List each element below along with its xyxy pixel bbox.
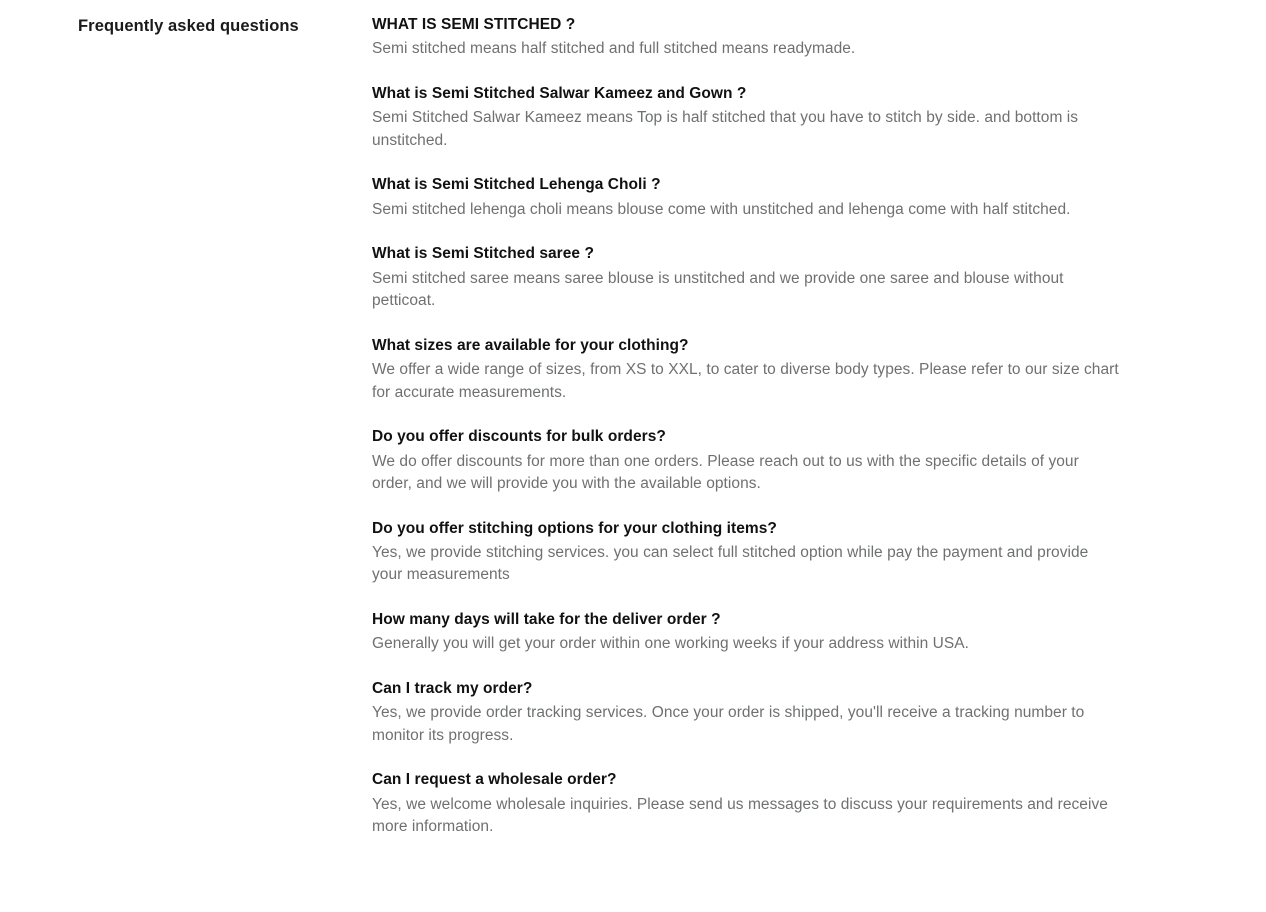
faq-item	[372, 243, 1196, 312]
faq-answer: Semi stitched saree means saree blouse is unstitched and we provide one saree and blouse without petticoat.	[372, 269, 1064, 310]
faq-item	[372, 335, 1196, 404]
faq-item	[372, 769, 1196, 838]
faq-answer: Generally you will get your order within one working weeks if your address within USA.	[372, 635, 970, 653]
faq-question: Can I track my order?	[372, 679, 533, 697]
faq-item	[372, 174, 1196, 221]
faq-answer: Semi Stitched Salwar Kameez means Top is half stitched that you have to stitch by side. and bottom is unstitched.	[372, 109, 1079, 149]
faq-question: Do you offer stitching options for your clothing items?	[372, 519, 777, 537]
faq-question: WHAT IS SEMI STITCHED ?	[372, 16, 576, 33]
faq-heading-column	[0, 14, 372, 37]
faq-question: Can I request a wholesale order?	[372, 771, 617, 789]
faq-question: What is Semi Stitched Lehenga Choli ?	[372, 176, 661, 194]
faq-answer: Yes, we welcome wholesale inquiries. Please send us messages to discuss your requirements and receive more information.	[372, 795, 1108, 836]
faq-question: How many days will take for the deliver order ?	[372, 610, 721, 628]
faq-list	[372, 14, 1266, 839]
faq-answer: We offer a wide range of sizes, from XS to XXL, to cater to diverse body types. Please refer to our size chart for accurate measurements.	[372, 361, 1119, 401]
faq-item	[372, 678, 1196, 747]
faq-item	[372, 14, 1196, 61]
faq-item	[372, 518, 1196, 587]
faq-answer: Yes, we provide stitching services. you can select full stitched option while pay the payment and provide your measurements	[372, 543, 1089, 584]
faq-item	[372, 83, 1196, 152]
faq-item	[372, 609, 1196, 656]
faq-question: What sizes are available for your clothing?	[372, 336, 689, 354]
faq-item	[372, 426, 1196, 495]
faq-question: What is Semi Stitched saree ?	[372, 245, 594, 263]
faq-answer: Semi stitched lehenga choli means blouse come with unstitched and lehenga come with half stitched.	[372, 200, 1071, 218]
faq-answer: Semi stitched means half stitched and full stitched means readymade.	[372, 40, 856, 58]
faq-answer: Yes, we provide order tracking services. Once your order is shipped, you'll receive a tracking number to monitor its progress.	[372, 704, 1085, 744]
faq-question: Do you offer discounts for bulk orders?	[372, 428, 666, 446]
faq-answer: We do offer discounts for more than one orders. Please reach out to us with the specific details of your order, and we will provide you with the available options.	[372, 452, 1079, 493]
page-title: Frequently asked questions	[78, 17, 299, 35]
faq-question: What is Semi Stitched Salwar Kameez and Gown ?	[372, 84, 747, 102]
